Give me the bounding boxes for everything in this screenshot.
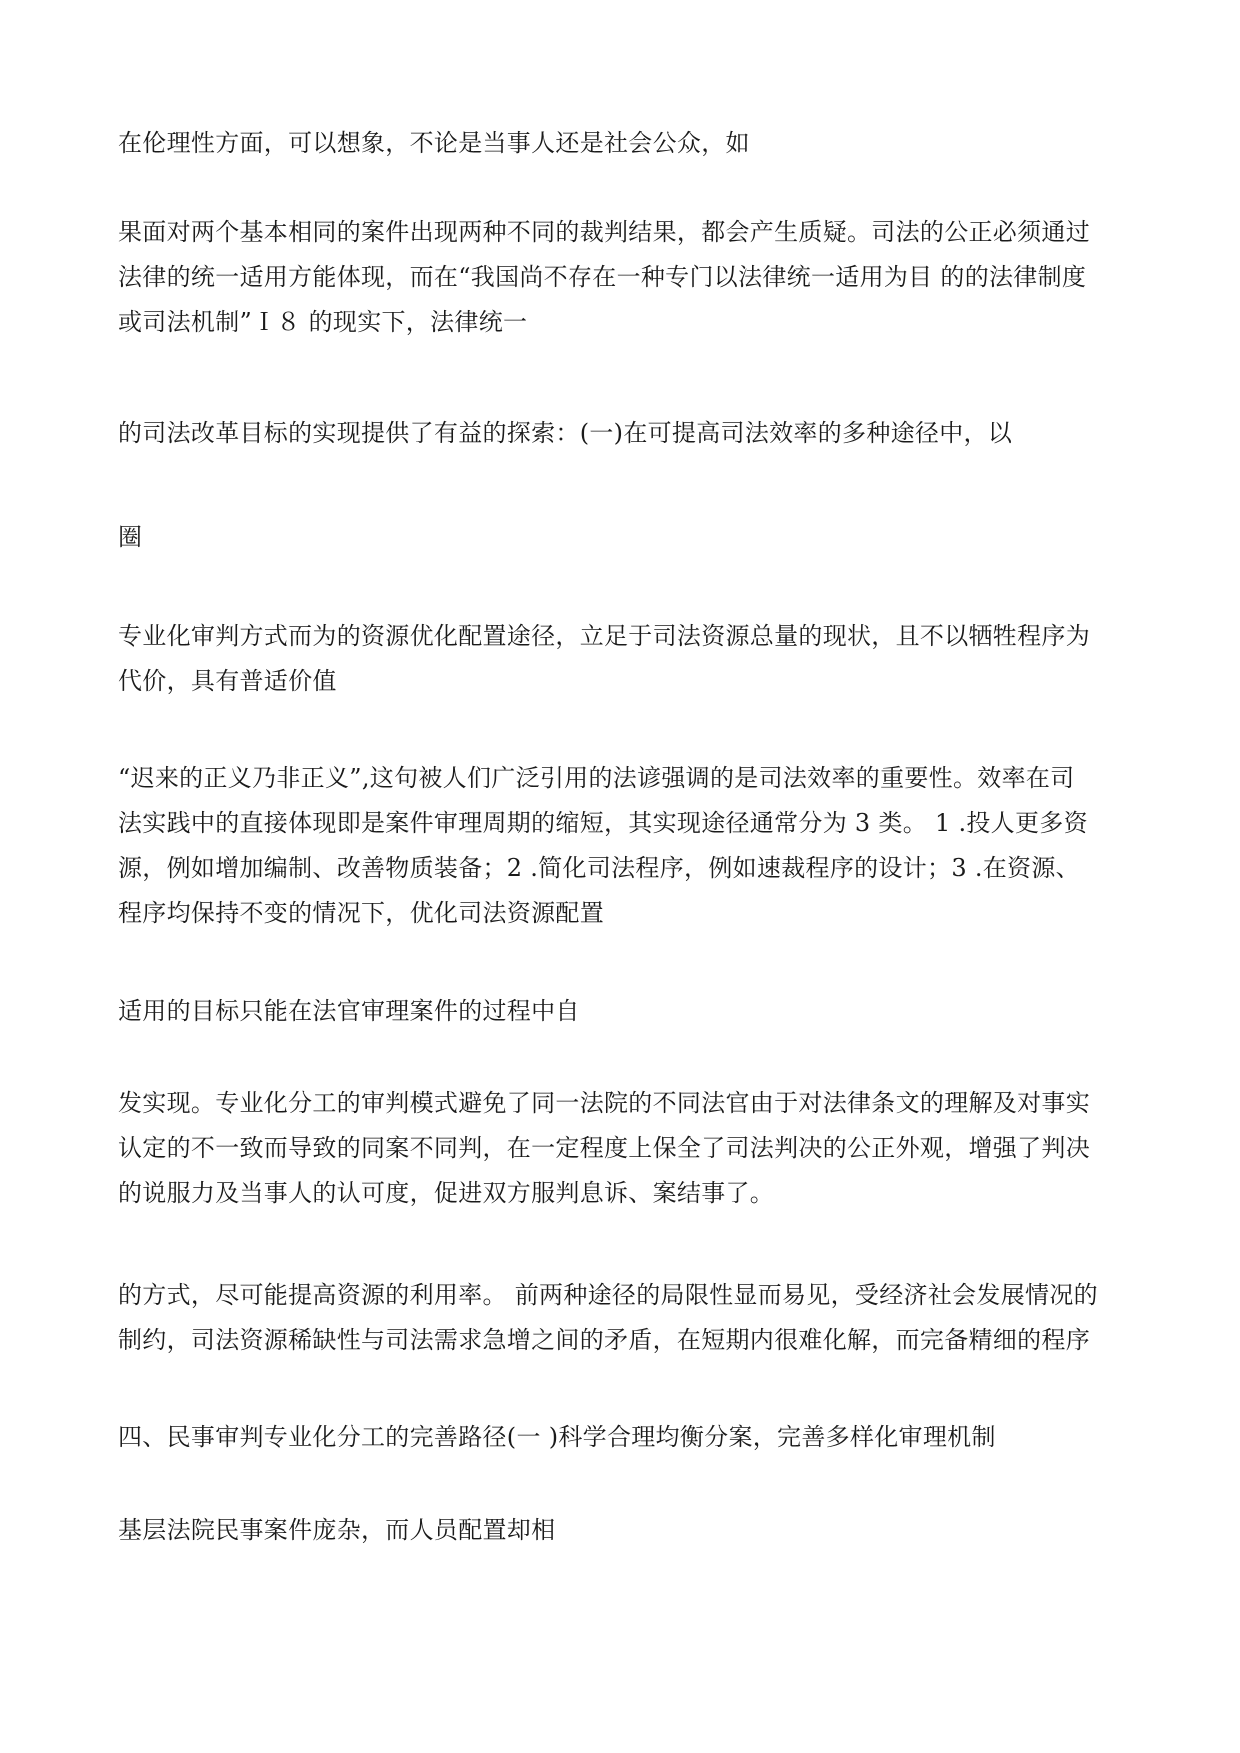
paragraph-6: “迟来的正义乃非正义”,这句被人们广泛引用的法谚强调的是司法效率的重要性。效率在司 法实践中的直接体现即是案件审理周期的缩短，其实现途径通常分为 3 类。 1 .投人更多资 源，例如增加编制、改善物质装备；2 .简化司法程序，例如速裁程序的设计；3 .在资源、 程序均保持不变的情况下，优化司法资源配置 (118, 764, 1088, 927)
paragraph-3: 的司法改革目标的实现提供了有益的探索：(一)在可提高司法效率的多种途径中，以 (118, 419, 1013, 447)
paragraph-4: 圈 (118, 523, 143, 551)
paragraph-1: 在伦理性方面，可以想象，不论是当事人还是社会公众，如 (118, 129, 750, 157)
paragraph-8: 发实现。专业化分工的审判模式避免了同一法院的不同法官由于对法律条文的理解及对事实 认定的不一致而导致的同案不同判，在一定程度上保全了司法判决的公正外观，增强了判决 的说服力及当事人的认可度，促进双方服判息诉、案结事了。 (118, 1089, 1090, 1207)
paragraph-7: 适用的目标只能在法官审理案件的过程中自 (118, 997, 580, 1025)
paragraph-9: 的方式，尽可能提高资源的利用率。 前两种途径的局限性显而易见，受经济社会发展情况的 制约，司法资源稀缺性与司法需求急增之间的矛盾，在短期内很难化解，而完备精细的程序 (118, 1281, 1098, 1354)
paragraph-2: 果面对两个基本相同的案件出现两种不同的裁判结果，都会产生质疑。司法的公正必须通过 法律的统一适用方能体现，而在“我国尚不存在一种专门以法律统一适用为目 的的法律制度 或司法机制”Ｉ８ 的现实下，法律统一 (118, 218, 1090, 336)
paragraph-5: 专业化审判方式而为的资源优化配置途径，立足于司法资源总量的现状，且不以牺牲程序为 代价，具有普适价值 (118, 622, 1090, 695)
paragraph-10: 基层法院民事案件庞杂，而人员配置却相 (118, 1516, 556, 1544)
section-heading: 四、民事审判专业化分工的完善路径(一 )科学合理均衡分案，完善多样化审理机制 (118, 1423, 996, 1451)
